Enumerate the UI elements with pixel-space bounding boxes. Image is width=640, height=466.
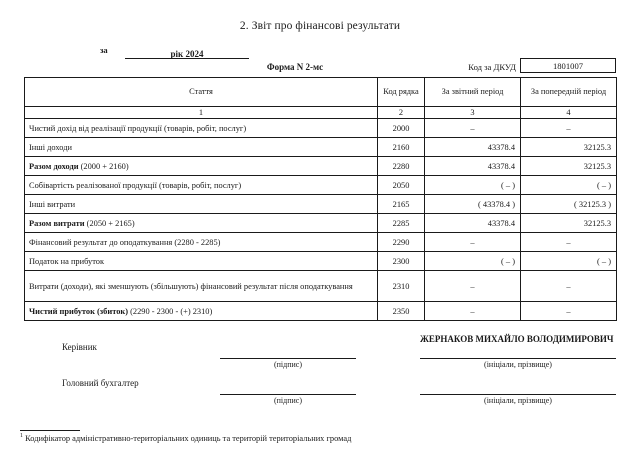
header-code: Код рядка bbox=[378, 78, 425, 107]
table-row bbox=[25, 302, 617, 321]
row-article: Інші доходи bbox=[25, 138, 378, 157]
financial-results-table bbox=[24, 77, 617, 321]
table-row bbox=[25, 252, 617, 271]
row-value-current: 43378.4 bbox=[425, 138, 521, 157]
row-code: 2280 bbox=[378, 157, 425, 176]
row-article: Витрати (доходи), які зменшують (збільшують) фінансовий результат після оподаткування bbox=[25, 271, 378, 302]
row-value-previous: ( – ) bbox=[521, 252, 617, 271]
footnote-text: Кодифікатор адміністративно-територіальних одиниць та територій територіальних громад bbox=[25, 433, 352, 443]
row-code: 2285 bbox=[378, 214, 425, 233]
signature-line-accountant[interactable] bbox=[220, 394, 356, 395]
column-number-3: 3 bbox=[425, 107, 521, 119]
row-code: 2050 bbox=[378, 176, 425, 195]
caption-signature-director: (підпис) bbox=[273, 360, 302, 369]
table-row bbox=[25, 214, 617, 233]
row-value-current: – bbox=[425, 302, 521, 321]
row-value-current: – bbox=[425, 233, 521, 252]
table-row bbox=[25, 157, 617, 176]
row-code: 2300 bbox=[378, 252, 425, 271]
row-value-previous: ( – ) bbox=[521, 176, 617, 195]
row-code: 2310 bbox=[378, 271, 425, 302]
table-row bbox=[25, 195, 617, 214]
table-header-row bbox=[25, 78, 617, 107]
row-article-rest: (2050 + 2165) bbox=[84, 218, 135, 228]
row-value-previous: ( 32125.3 ) bbox=[521, 195, 617, 214]
column-number-2: 2 bbox=[378, 107, 425, 119]
column-number-4: 4 bbox=[521, 107, 617, 119]
row-value-current: 43378.4 bbox=[425, 214, 521, 233]
form-name: Форма N 2-мс bbox=[266, 62, 324, 72]
dkud-label: Код за ДКУД bbox=[468, 62, 516, 72]
row-value-previous: – bbox=[521, 119, 617, 138]
column-number-1: 1 bbox=[25, 107, 378, 119]
period-label: за bbox=[100, 45, 108, 55]
row-code: 2165 bbox=[378, 195, 425, 214]
director-name: ЖЕРНАКОВ МИХАЙЛО ВОЛОДИМИРОВИЧ bbox=[420, 334, 614, 344]
row-value-current: 43378.4 bbox=[425, 157, 521, 176]
row-code: 2350 bbox=[378, 302, 425, 321]
row-article bbox=[25, 214, 378, 233]
table-row bbox=[25, 176, 617, 195]
table-column-number-row bbox=[25, 107, 617, 119]
header-current-period: За звітний період bbox=[425, 78, 521, 107]
row-article: Чистий дохід від реалізації продукції (товарів, робіт, послуг) bbox=[25, 119, 378, 138]
row-article: Собівартість реалізованої продукції (товарів, робіт, послуг) bbox=[25, 176, 378, 195]
table-row bbox=[25, 119, 617, 138]
table-body bbox=[25, 119, 617, 321]
initials-line-accountant[interactable] bbox=[420, 394, 616, 395]
row-value-previous: 32125.3 bbox=[521, 157, 617, 176]
row-article-emphasis: Чистий прибуток (збиток) bbox=[29, 306, 128, 316]
row-code: 2160 bbox=[378, 138, 425, 157]
header-previous-period: За попередній період bbox=[521, 78, 617, 107]
signature-block bbox=[0, 330, 640, 410]
row-code: 2290 bbox=[378, 233, 425, 252]
caption-initials-accountant: (ініціали, прізвище) bbox=[484, 396, 552, 405]
period-value: рік 2024 bbox=[170, 49, 204, 59]
footnote-divider bbox=[20, 430, 80, 431]
row-value-current: – bbox=[425, 271, 521, 302]
row-value-current: ( – ) bbox=[425, 176, 521, 195]
row-value-previous: 32125.3 bbox=[521, 214, 617, 233]
row-value-previous: – bbox=[521, 233, 617, 252]
dkud-code-box: 1801007 bbox=[520, 58, 616, 73]
page-title: 2. Звіт про фінансові результати bbox=[239, 20, 401, 32]
row-code: 2000 bbox=[378, 119, 425, 138]
row-article: Інші витрати bbox=[25, 195, 378, 214]
row-value-current: ( – ) bbox=[425, 252, 521, 271]
table-row bbox=[25, 138, 617, 157]
row-article bbox=[25, 157, 378, 176]
row-article-rest: (2000 + 2160) bbox=[78, 161, 129, 171]
initials-line-director[interactable] bbox=[420, 358, 616, 359]
signature-role-director: Керівник bbox=[62, 342, 97, 352]
header-article: Стаття bbox=[25, 78, 378, 107]
row-article-emphasis: Разом витрати bbox=[29, 218, 85, 228]
row-value-previous: 32125.3 bbox=[521, 138, 617, 157]
row-value-current: – bbox=[425, 119, 521, 138]
row-article-rest: (2290 - 2300 - (+) 2310) bbox=[128, 306, 213, 316]
row-value-current: ( 43378.4 ) bbox=[425, 195, 521, 214]
table-row bbox=[25, 271, 617, 302]
row-article: Податок на прибуток bbox=[25, 252, 378, 271]
row-article: Фінансовий результат до оподаткування (2280 - 2285) bbox=[25, 233, 378, 252]
row-value-previous: – bbox=[521, 302, 617, 321]
row-article-emphasis: Разом доходи bbox=[29, 161, 79, 171]
caption-initials-director: (ініціали, прізвище) bbox=[484, 360, 552, 369]
footnote-marker: 1 bbox=[20, 433, 23, 439]
table-row bbox=[25, 233, 617, 252]
signature-line-director[interactable] bbox=[220, 358, 356, 359]
caption-signature-accountant: (підпис) bbox=[273, 396, 302, 405]
footnote bbox=[20, 433, 620, 443]
row-article bbox=[25, 302, 378, 321]
reporting-period bbox=[100, 44, 520, 60]
signature-role-accountant: Головний бухгалтер bbox=[62, 378, 139, 388]
period-field[interactable] bbox=[125, 44, 249, 59]
row-value-previous: – bbox=[521, 271, 617, 302]
